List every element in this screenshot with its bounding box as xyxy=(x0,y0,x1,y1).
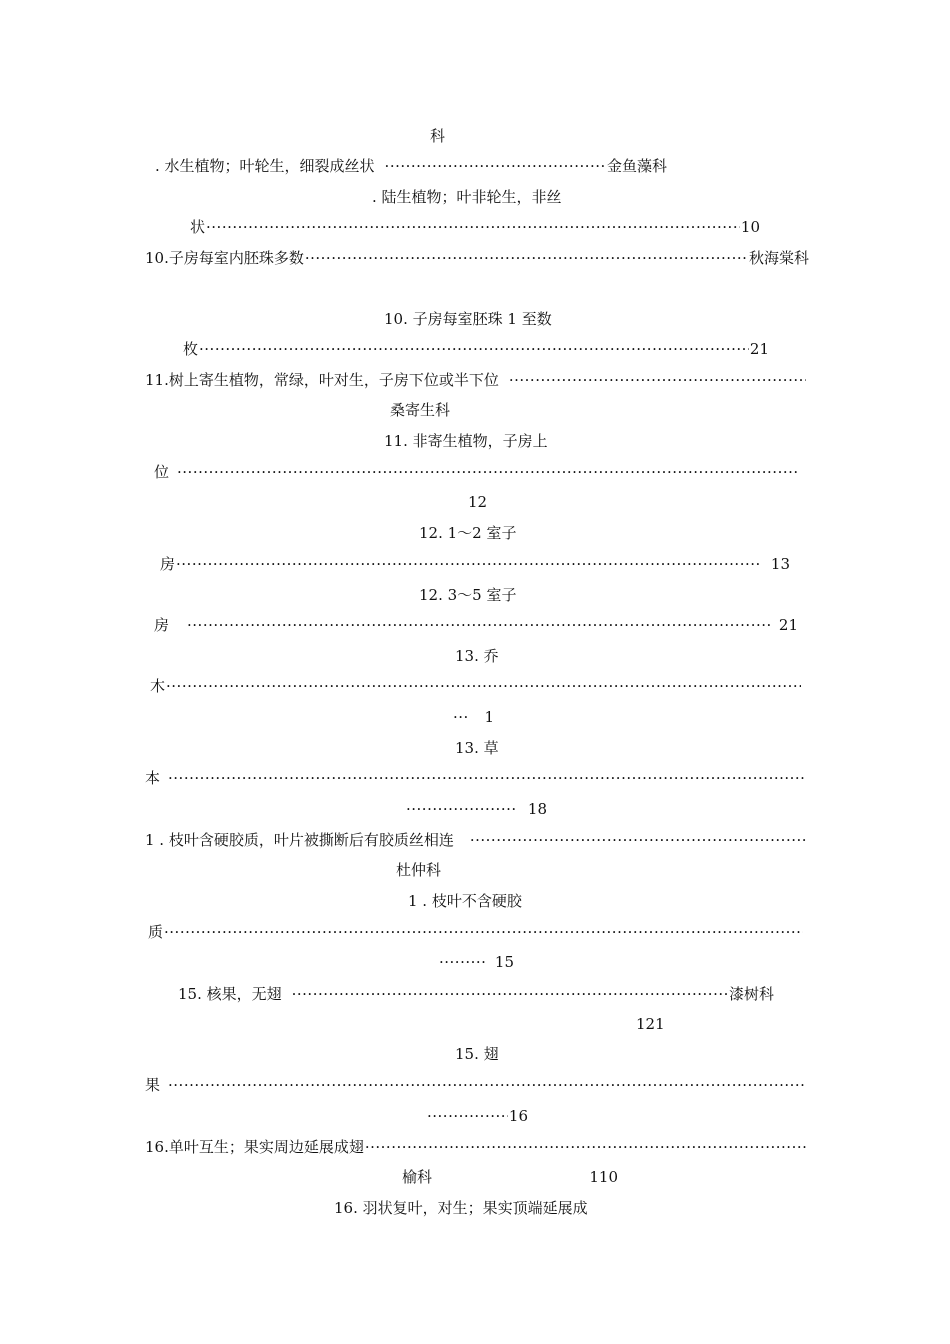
key-text: 位 xyxy=(154,463,170,481)
key-line-25 xyxy=(408,891,522,911)
leader-dots xyxy=(470,830,806,850)
key-line-3 xyxy=(372,187,562,207)
leader-dots xyxy=(427,1106,508,1126)
key-text: 房 xyxy=(160,555,176,573)
leader-dots xyxy=(166,676,801,696)
key-text: 1 . 枝叶不含硬胶 xyxy=(408,892,522,910)
leader-dots xyxy=(509,370,806,390)
key-page: 110 xyxy=(589,1168,618,1186)
key-line-23 xyxy=(145,830,807,850)
leader-dots xyxy=(365,1137,806,1157)
key-line-9 xyxy=(390,400,450,420)
key-result: 10 xyxy=(740,218,760,236)
key-text: 质 xyxy=(148,923,164,941)
leader-dots xyxy=(176,554,761,574)
key-result: 杜仲科 xyxy=(396,861,442,879)
key-line-12 xyxy=(468,492,487,512)
leader-dots xyxy=(187,615,773,635)
key-result: 15 xyxy=(494,953,514,971)
key-text: 15. 翅 xyxy=(455,1045,499,1063)
key-line-19 xyxy=(452,707,494,727)
key-line-10 xyxy=(384,431,548,451)
key-result: 1 xyxy=(484,708,494,726)
key-line-2 xyxy=(155,156,667,176)
key-line-26 xyxy=(148,922,804,942)
key-text: 12. 1～2 室子 xyxy=(419,524,517,542)
key-text: 13. 草 xyxy=(455,739,499,757)
key-result: 13 xyxy=(770,555,790,573)
key-result: 秋海棠科 xyxy=(748,249,809,267)
key-line-4 xyxy=(190,217,760,237)
leader-dots xyxy=(305,248,748,268)
key-line-1 xyxy=(430,126,445,146)
key-line-31 xyxy=(145,1075,807,1095)
key-text: . 陆生植物；叶非轮生，非丝 xyxy=(372,188,562,206)
key-result: 漆树科 xyxy=(728,985,774,1003)
key-line-15 xyxy=(419,585,516,605)
key-result: 金鱼藻科 xyxy=(606,157,667,175)
key-line-7 xyxy=(183,339,769,359)
key-line-22 xyxy=(405,799,547,819)
key-line-21 xyxy=(145,768,807,788)
key-result: 18 xyxy=(527,800,547,818)
key-line-8 xyxy=(145,370,807,390)
key-text: 10. 子房每室胚珠 1 至数 xyxy=(384,310,552,328)
key-result: 榆科 xyxy=(402,1168,433,1186)
key-text: 16. 羽状复叶，对生；果实顶端延展成 xyxy=(334,1199,588,1217)
key-line-32 xyxy=(426,1106,528,1126)
key-line-18 xyxy=(150,676,802,696)
leader-dots xyxy=(292,984,728,1004)
key-text: 枚 xyxy=(183,340,199,358)
key-text: 木 xyxy=(150,677,166,695)
key-text: 科 xyxy=(430,127,446,145)
leader-dots xyxy=(439,952,487,972)
key-text: 果 xyxy=(145,1076,161,1094)
leader-dots xyxy=(177,462,797,482)
leader-dots xyxy=(164,922,803,942)
key-text: 12. 3～5 室子 xyxy=(419,586,517,604)
key-line-30 xyxy=(455,1044,499,1064)
key-line-11 xyxy=(154,462,798,482)
leader-dots xyxy=(206,217,740,237)
key-result: 121 xyxy=(636,1015,665,1033)
key-line-16 xyxy=(154,615,798,635)
leader-dots xyxy=(385,156,606,176)
leader-dots xyxy=(199,339,749,359)
key-line-13 xyxy=(419,523,516,543)
leader-dots xyxy=(406,799,518,819)
key-line-14 xyxy=(160,554,790,574)
key-result: 桑寄生科 xyxy=(390,401,451,419)
key-result: 16 xyxy=(508,1107,528,1125)
key-text: 10.子房每室内胚珠多数 xyxy=(145,249,304,267)
key-line-35 xyxy=(334,1198,588,1218)
key-line-20 xyxy=(455,738,499,758)
key-line-28 xyxy=(178,984,774,1004)
key-text: 房 xyxy=(154,616,170,634)
key-text: 11.树上寄生植物，常绿，叶对生，子房下位或半下位 xyxy=(145,371,499,389)
key-line-34 xyxy=(402,1167,618,1187)
key-line-5 xyxy=(145,248,809,268)
key-text: 状 xyxy=(190,218,206,236)
key-text: . 水生植物；叶轮生，细裂成丝状 xyxy=(155,157,375,175)
key-text: 16.单叶互生；果实周边延展成翅 xyxy=(145,1138,364,1156)
key-line-17 xyxy=(455,646,499,666)
key-text: 15. 核果，无翅 xyxy=(178,985,282,1003)
key-line-27 xyxy=(438,952,514,972)
leader-dots xyxy=(168,768,806,788)
leader-dots xyxy=(168,1075,806,1095)
key-text: 1 . 枝叶含硬胶质，叶片被撕断后有胶质丝相连 xyxy=(145,831,454,849)
key-result: 21 xyxy=(749,340,769,358)
key-line-6 xyxy=(384,309,552,329)
key-text: 本 xyxy=(145,769,161,787)
key-text: 13. 乔 xyxy=(455,647,499,665)
key-line-29 xyxy=(636,1014,665,1034)
key-text: 11. 非寄生植物，子房上 xyxy=(384,432,548,450)
key-result: 12 xyxy=(468,493,488,511)
key-line-24 xyxy=(396,860,441,880)
leader-dots xyxy=(453,707,470,727)
key-line-33 xyxy=(145,1137,807,1157)
key-result: 21 xyxy=(778,616,798,634)
